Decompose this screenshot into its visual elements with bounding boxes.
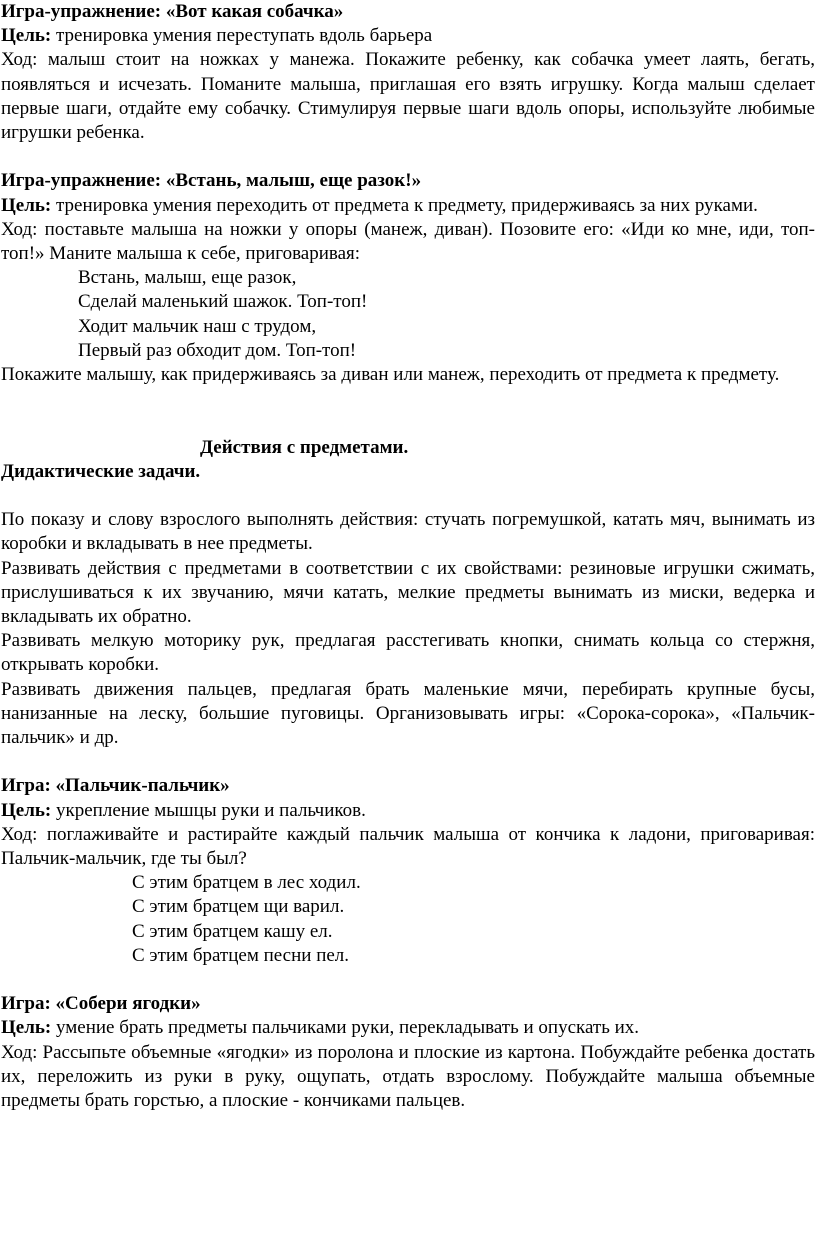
goal-label: Цель: [1,194,52,216]
section-body: Ход: Рассыпьте объемные «ягодки» из поролона и плоские из картона. Побуждайте ребенка достать их, переложить из руки в руку, ощупать, отдать взрослому. Побуждайте малыша объемные предметы брать горстью, а плоские - кончиками пальцев. [1,1041,815,1112]
document-page [1,0,815,1113]
section-title: Игра-упражнение: «Встань, малыш, еще разок!» [1,170,422,192]
goal-text: тренировка умения переступать вдоль барьера [51,25,433,47]
poem-line: Ходит мальчик наш с трудом, [78,315,317,337]
goal-label: Цель: [1,25,52,47]
spacer [1,968,815,992]
spacer [1,484,815,508]
spacer [1,750,815,774]
goal-line [1,194,815,218]
paragraph: Развивать мелкую моторику рук, предлагая расстегивать кнопки, снимать кольца со стержня, открывать коробки. [1,630,815,676]
section-body: Ход: поставьте малыша на ножки у опоры (манеж, диван). Позовите его: «Иди ко мне, иди, топ-топ!» Маните малыша к себе, приговаривая: [1,218,815,265]
goal-line [1,1016,815,1040]
spacer [1,145,815,169]
poem-line: С этим братцем щи варил. [132,896,345,918]
goal-text: укрепление мышцы руки и пальчиков. [51,799,366,821]
spacer [1,411,815,435]
goal-text: тренировка умения переходить от предмета к предмету, придерживаясь за них руками. [51,194,758,216]
poem-line: Сделай маленький шажок. Топ-топ! [78,291,368,313]
section-subtitle: Дидактические задачи. [1,460,201,482]
paragraph: По показу и слову взрослого выполнять действия: стучать погремушкой, катать мяч, вынимать из коробки и вкладывать в нее предметы. [1,509,815,555]
goal-line [1,799,815,823]
goal-label: Цель: [1,799,52,821]
poem-line: Первый раз обходит дом. Топ-топ! [78,339,357,361]
section-title: Игра: «Собери ягодки» [1,993,201,1015]
section-body: Ход: малыш стоит на ножках у манежа. Покажите ребенку, как собачка умеет лаять, бегать, появляться и исчезать. Поманите малыша, приглашая его взять игрушку. Когда малыш сделает первые шаги, отдайте ему собачку. Стимулируя первые шаги вдоль опоры, используйте любимые игрушки ребенка. [1,49,815,144]
section-body: Покажите малышу, как придерживаясь за диван или манеж, переходить от предмета к предмету. [1,364,780,386]
poem-line: С этим братцем песни пел. [132,944,350,966]
poem-line: Встань, малыш, еще разок, [78,267,297,289]
section-title: Игра: «Пальчик-пальчик» [1,775,230,797]
section-heading: Действия с предметами. [200,436,409,458]
goal-text: умение брать предметы пальчиками руки, перекладывать и опускать их. [51,1017,640,1039]
poem-line: С этим братцем кашу ел. [132,920,333,942]
paragraph: Развивать движения пальцев, предлагая брать маленькие мячи, перебирать крупные бусы, нанизанные на леску, большие пуговицы. Организовывать игры: «Сорока-сорока», «Пальчик-пальчик» и др. [1,678,815,749]
paragraph: Развивать действия с предметами в соответствии с их свойствами: резиновые игрушки сжимать, прислушиваться к их звучанию, мячи катать, мелкие предметы вынимать из миски, ведерка и вкладывать их обратно. [1,557,815,628]
goal-line [1,24,815,48]
spacer [1,387,815,411]
section-body: Ход: поглаживайте и растирайте каждый пальчик малыша от кончика к ладони, приговаривая: Пальчик-мальчик, где ты был? [1,823,815,870]
goal-label: Цель: [1,1017,52,1039]
section-title: Игра-упражнение: «Вот какая собачка» [1,1,344,22]
poem-line: С этим братцем в лес ходил. [132,872,361,894]
